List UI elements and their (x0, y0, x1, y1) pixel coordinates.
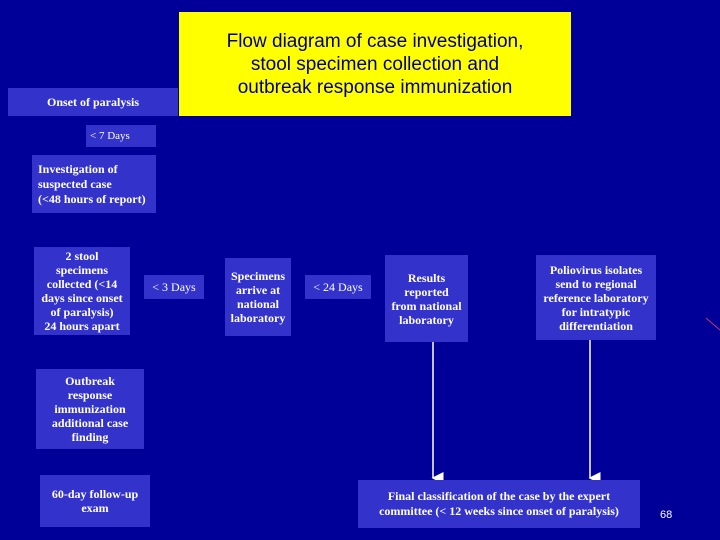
poliovirus-isolates-label: Poliovirus isolates send to regional reference laboratory for intratypic differentiation (543, 262, 649, 333)
investigation-label: Investigation of suspected case (<48 hours of report) (38, 161, 146, 206)
onset-label: Onset of paralysis (46, 95, 139, 109)
results-reported-label: Results reported from national laboratory (391, 270, 462, 327)
follow-up-exam-label: 60-day follow-up exam (51, 487, 139, 515)
page-number: 68 (660, 509, 673, 521)
node-specimens-arrive (225, 258, 291, 336)
node-days-24 (305, 275, 371, 299)
node-days-3 (144, 275, 204, 299)
node-final-classification (358, 480, 640, 528)
specimens-arrive-label: Specimens arrive at national laboratory (230, 269, 286, 325)
diagram-title: Flow diagram of case investigation, stool specimen collection and outbreak response immunization (179, 12, 571, 116)
days-3-label: < 3 Days (152, 280, 196, 294)
outbreak-response-label: Outbreak response immunization additional case finding (51, 374, 129, 444)
node-investigation (32, 155, 156, 213)
node-results-reported (385, 255, 468, 342)
final-classification-label: Final classification of the case by the expert committee (< 12 weeks since onset of paralysis) (379, 489, 619, 518)
node-outbreak-response (36, 369, 144, 449)
node-follow-up-exam (40, 475, 150, 527)
node-stool-specimens (34, 247, 130, 335)
node-onset (8, 88, 178, 116)
node-days-7 (86, 125, 156, 147)
stool-specimens-label: 2 stool specimens collected (<14 days since onset of paralysis) 24 hours apart (41, 249, 123, 333)
decorative-diagonal-line (706, 318, 720, 330)
days-7-label: < 7 Days (90, 130, 130, 142)
days-24-label: < 24 Days (313, 280, 363, 294)
node-poliovirus-isolates (536, 255, 656, 340)
